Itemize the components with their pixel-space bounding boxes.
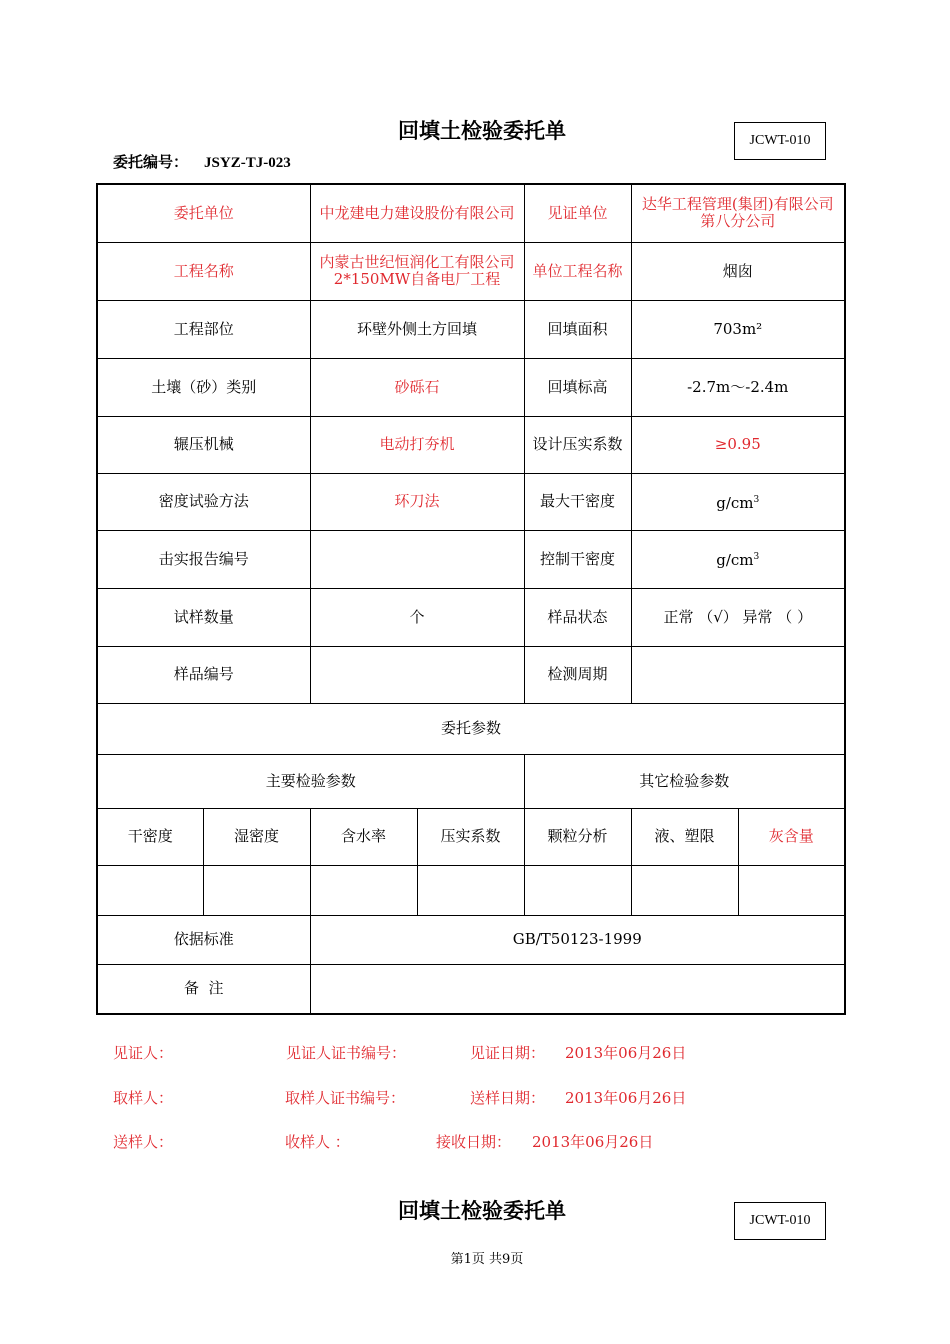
- param-compaction: 压实系数: [417, 808, 524, 865]
- witness-date: 2013年06月26日: [565, 1044, 687, 1062]
- sampler-label: 取样人：: [113, 1089, 174, 1107]
- table-row: [97, 300, 845, 358]
- report-no-value: [310, 530, 524, 588]
- control-density-unit: g/cm: [716, 551, 754, 569]
- table-row: [97, 530, 845, 588]
- table-row: [97, 865, 845, 915]
- param-ash-content: 灰含量: [738, 808, 845, 865]
- table-row: [97, 184, 845, 242]
- table-row: [97, 808, 845, 865]
- receiver-label: 收样人 ：: [285, 1133, 350, 1151]
- document-title: 回填土检验委托单: [398, 118, 566, 143]
- sample-no-label: 样品编号: [97, 646, 310, 703]
- unit-project-label: 单位工程名称: [524, 242, 631, 300]
- param-plastic-limit: 液、塑限: [631, 808, 738, 865]
- max-density-value: $g/cm^3$: [631, 473, 845, 530]
- table-row: [97, 358, 845, 416]
- area-label: 回填面积: [524, 300, 631, 358]
- params-header: 委托参数: [97, 703, 845, 754]
- sample-state-label: 样品状态: [524, 588, 631, 646]
- remark-value: [310, 964, 845, 1014]
- part-label: 工程部位: [97, 300, 310, 358]
- max-density-unit: g/cm: [716, 493, 754, 512]
- table-row: [97, 754, 845, 808]
- sampler-cert-label: 取样人证书编号：: [285, 1089, 406, 1107]
- form-code-repeat: JCWT-010: [749, 1213, 811, 1228]
- witness-date-label: 见证日期：: [470, 1044, 546, 1062]
- table-row: [97, 588, 845, 646]
- footer-row-witness: [0, 1042, 950, 1062]
- table-row: [97, 646, 845, 703]
- sample-count-label: 试样数量: [97, 588, 310, 646]
- table-row: [97, 915, 845, 964]
- remark-label: 备 注: [97, 964, 310, 1014]
- param-dry-density: 干密度: [97, 808, 203, 865]
- document-title-repeat: 回填土检验委托单: [398, 1198, 566, 1223]
- sample-count-value: 个: [310, 588, 524, 646]
- control-density-label: 控制干密度: [524, 530, 631, 588]
- table-row: [97, 242, 845, 300]
- roller-value: 电动打夯机: [310, 416, 524, 473]
- table-cell: [631, 865, 738, 915]
- elevation-value: -2.7m～-2.4m: [631, 358, 845, 416]
- sender-label: 送样人：: [113, 1133, 174, 1151]
- part-value: 环壁外侧土方回填: [310, 300, 524, 358]
- table-cell: [417, 865, 524, 915]
- table-row: [97, 416, 845, 473]
- project-label: 工程名称: [97, 242, 310, 300]
- page-number: 第1页 共9页: [450, 1252, 524, 1267]
- standard-label: 依据标准: [97, 915, 310, 964]
- compaction-label: 设计压实系数: [524, 416, 631, 473]
- soil-label: 土壤（砂）类别: [97, 358, 310, 416]
- send-date-label: 送样日期：: [470, 1089, 546, 1107]
- max-density-label: 最大干密度: [524, 473, 631, 530]
- serial-value: JSYZ-TJ-023: [204, 155, 291, 171]
- footer-row-receiver: [0, 1131, 950, 1151]
- sample-no-value: [310, 646, 524, 703]
- table-row: [97, 703, 845, 754]
- roller-label: 辗压机械: [97, 416, 310, 473]
- client-label: 委托单位: [97, 184, 310, 242]
- unit-project-value: 烟囱: [631, 242, 845, 300]
- table-cell: [738, 865, 845, 915]
- witness-cert-label: 见证人证书编号：: [286, 1044, 407, 1062]
- report-no-label: 击实报告编号: [97, 530, 310, 588]
- project-value: 内蒙古世纪恒润化工有限公司2*150MW自备电厂工程: [310, 242, 524, 300]
- send-date: 2013年06月26日: [565, 1089, 687, 1107]
- receive-date-label: 接收日期：: [436, 1133, 512, 1151]
- witness-unit-value: 达华工程管理(集团)有限公司第八分公司: [631, 184, 845, 242]
- witness-label: 见证人：: [113, 1044, 174, 1062]
- table-cell: [524, 865, 631, 915]
- commission-form-table: [96, 183, 846, 1015]
- client-value: 中龙建电力建设股份有限公司: [310, 184, 524, 242]
- table-row: [97, 964, 845, 1014]
- form-code-box-repeat: [734, 1202, 826, 1240]
- cycle-value: [631, 646, 845, 703]
- density-method-value: 环刀法: [310, 473, 524, 530]
- form-code-box: [734, 122, 826, 160]
- sample-state-value: 正常 （√） 异常 （ ）: [631, 588, 845, 646]
- table-cell: [203, 865, 310, 915]
- table-cell: [310, 865, 417, 915]
- serial-number: [113, 151, 291, 172]
- standard-value: GB/T50123-1999: [310, 915, 845, 964]
- other-params-label: 其它检验参数: [524, 754, 845, 808]
- cycle-label: 检测周期: [524, 646, 631, 703]
- soil-value: 砂砾石: [310, 358, 524, 416]
- witness-unit-label: 见证单位: [524, 184, 631, 242]
- area-value: 703m²: [631, 300, 845, 358]
- param-particle: 颗粒分析: [524, 808, 631, 865]
- main-params-label: 主要检验参数: [97, 754, 524, 808]
- table-cell: [97, 865, 203, 915]
- density-method-label: 密度试验方法: [97, 473, 310, 530]
- footer-row-sampler: [0, 1087, 950, 1107]
- elevation-label: 回填标高: [524, 358, 631, 416]
- form-code: JCWT-010: [749, 133, 811, 148]
- control-density-value: $g/cm^3$: [631, 530, 845, 588]
- receive-date: 2013年06月26日: [532, 1133, 654, 1151]
- compaction-value: ≥0.95: [631, 416, 845, 473]
- table-row: [97, 473, 845, 530]
- param-wet-density: 湿密度: [203, 808, 310, 865]
- param-moisture: 含水率: [310, 808, 417, 865]
- serial-label: 委托编号：: [113, 153, 189, 171]
